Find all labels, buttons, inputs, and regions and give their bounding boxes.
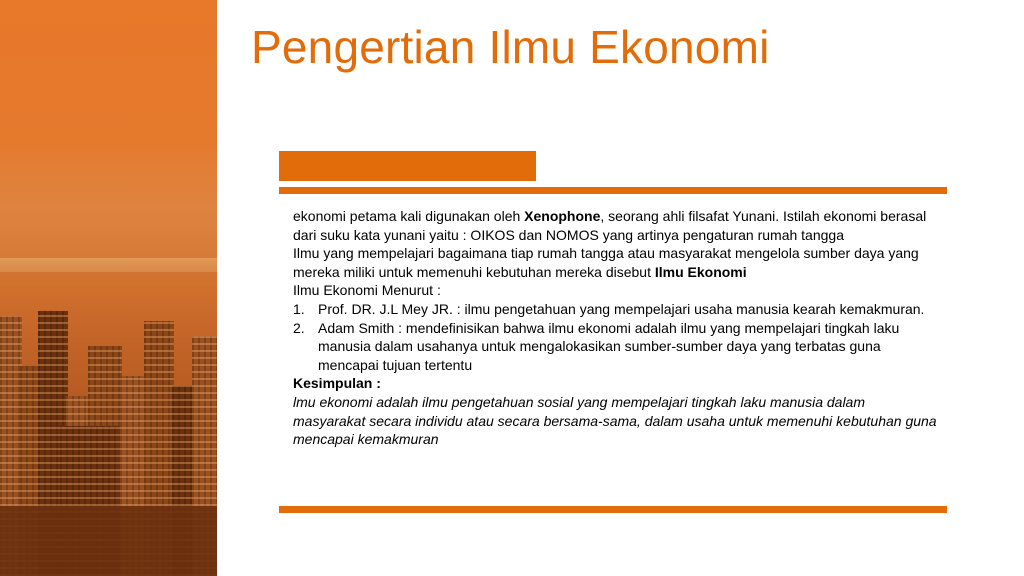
xenophone-bold: Xenophone [524, 208, 601, 224]
slide-title: Pengertian Ilmu Ekonomi [251, 21, 770, 73]
paragraph-etymology: ekonomi petama kali digunakan oleh Xenophone, seorang ahli filsafat Yunani. Istilah ekonomi berasal dari suku kata yunani yaitu : OIKOS dan NOMOS yang artinya pengaturan rumah tangga [293, 208, 927, 243]
list-heading: Ilmu Ekonomi Menurut : [293, 282, 441, 299]
building [0, 506, 217, 576]
river [0, 258, 217, 272]
conclusion-text: lmu ekonomi adalah ilmu pengetahuan sosial yang mempelajari tingkah laku manusia dalam masyarakat secara individu atau secara bersama-sama, dalam usaha untuk memenuhi kebutuhan guna mencapai kemakmuran [293, 393, 937, 448]
bottom-divider [279, 506, 947, 513]
list-item: 2. Adam Smith : mendefinisikan bahwa ilmu ekonomi adalah ilmu yang mempelajari tingkah laku manusia dalam usahanya untuk mengalokasikan sumber-sumber daya yang terbatas guna mencapai tujuan tertentu [293, 319, 900, 373]
city-skyline-image [0, 0, 217, 576]
content-body [293, 207, 941, 449]
ilmu-ekonomi-bold: Ilmu Ekonomi [654, 263, 747, 280]
list-item: 1. Prof. DR. J.L Mey JR. : ilmu pengetahuan yang mempelajari usaha manusia kearah kemakmuran. [293, 300, 925, 317]
top-divider [279, 187, 947, 194]
definition-list [293, 300, 941, 374]
paragraph-definition: Ilmu yang mempelajari bagaimana tiap rumah tangga atau masyarakat mengelola sumber daya yang mereka miliki untuk memenuhi kebutuhan mereka disebut Ilmu Ekonomi [293, 245, 919, 280]
orange-header-block [279, 151, 536, 181]
conclusion-heading: Kesimpulan : [293, 375, 381, 392]
